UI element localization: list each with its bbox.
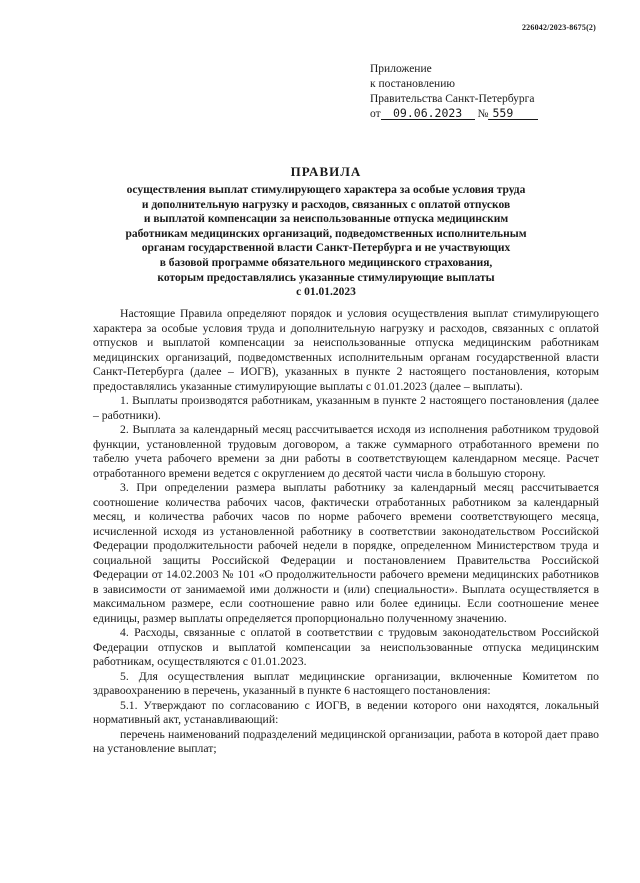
document-id: 226042/2023-8675(2)	[521, 23, 596, 32]
paragraph-intro: Настоящие Правила определяют порядок и условия осуществления выплат стимулирующего характера за особые условия труда и дополнительную нагрузку и расходов, связанных с оплатой отпусков и выплатой компенсации за неиспользованные отпуска медицинским работникам медицинских организаций, подведомственных исполнительным органам государственной власти Санкт-Петербурга (далее – ИОГВ), указанных в пункте 2 настоящего постановления, которым предоставлялись указанные стимулирующие выплаты с 01.01.2023 (далее – выплаты).	[93, 307, 599, 393]
date-prefix: от	[370, 108, 381, 120]
appendix-line-2: к постановлению	[370, 78, 455, 90]
decree-date: 09.06.2023	[381, 107, 475, 120]
document-heading	[96, 164, 556, 300]
paragraph-1: 1. Выплаты производятся работникам, указанным в пункте 2 настоящего постановления (далее – работники).	[93, 394, 599, 422]
document-title: ПРАВИЛА	[290, 164, 362, 179]
paragraph-5-1: 5.1. Утверждают по согласованию с ИОГВ, в ведении которого они находятся, локальный нормативный акт, устанавливающий:	[93, 698, 599, 726]
appendix-block	[370, 62, 538, 122]
document-subtitle: осуществления выплат стимулирующего характера за особые условия труда и дополнительную нагрузку и расходов, связанных с оплатой отпусков и выплатой компенсации за неиспользованные отпуска медицинским работникам медицинских организаций, подведомственных исполнительным органам государственной власти Санкт-Петербурга и не участвующих в базовой программе обязательного медицинского страхования, которым предоставлялись указанные стимулирующие выплаты с 01.01.2023	[125, 184, 527, 299]
paragraph-5: 5. Для осуществления выплат медицинские организации, включенные Комитетом по здравоохранению в перечень, указанный в пункте 6 настоящего постановления:	[93, 669, 599, 697]
paragraph-2: 2. Выплата за календарный месяц рассчитывается исходя из исполнения работником трудовой функции, установленной трудовым договором, а также суммарного отработанного времени по табелю учета рабочего времени за дни работы в соответствующем календарном месяце. Расчет отработанного времени ведется с округлением до десятой части числа в большую сторону.	[93, 423, 599, 480]
appendix-line-3: Правительства Санкт-Петербурга	[370, 93, 535, 105]
document-body	[93, 307, 599, 757]
appendix-line-1: Приложение	[370, 63, 432, 75]
paragraph-3: 3. При определении размера выплаты работнику за календарный месяц рассчитывается соотношение количества рабочих часов, фактически отработанных работником за календарный месяц, и количества рабочих часов по норме рабочего времени соответствующего месяца, исчисленной исходя из установленной работнику в соответствии законодательством Российской Федерации продолжительности рабочей недели в порядке, определенном Министерством труда и социальной защиты Российской Федерации и постановлением Правительства Российской Федерации от 14.02.2003 № 101 «О продолжительности рабочего времени медицинских работников в зависимости от занимаемой ими должности и (или) специальности». Выплата осуществляется в максимальном размере, если соотношение равно или более единицы. Если соотношение менее единицы, размер выплаты определяется пропорционально полученному значению.	[93, 481, 599, 625]
number-prefix: №	[477, 108, 489, 120]
paragraph-4: 4. Расходы, связанные с оплатой в соответствии с трудовым законодательством Российской Федерации отпусков и выплатой компенсации за неиспользованные отпуска медицинским работникам, осуществляются с 01.01.2023.	[93, 626, 599, 668]
decree-number: 559	[488, 107, 538, 120]
paragraph-list-item: перечень наименований подразделений медицинской организации, работа в которой дает право на установление выплат;	[93, 727, 599, 755]
appendix-date-line	[370, 107, 538, 122]
